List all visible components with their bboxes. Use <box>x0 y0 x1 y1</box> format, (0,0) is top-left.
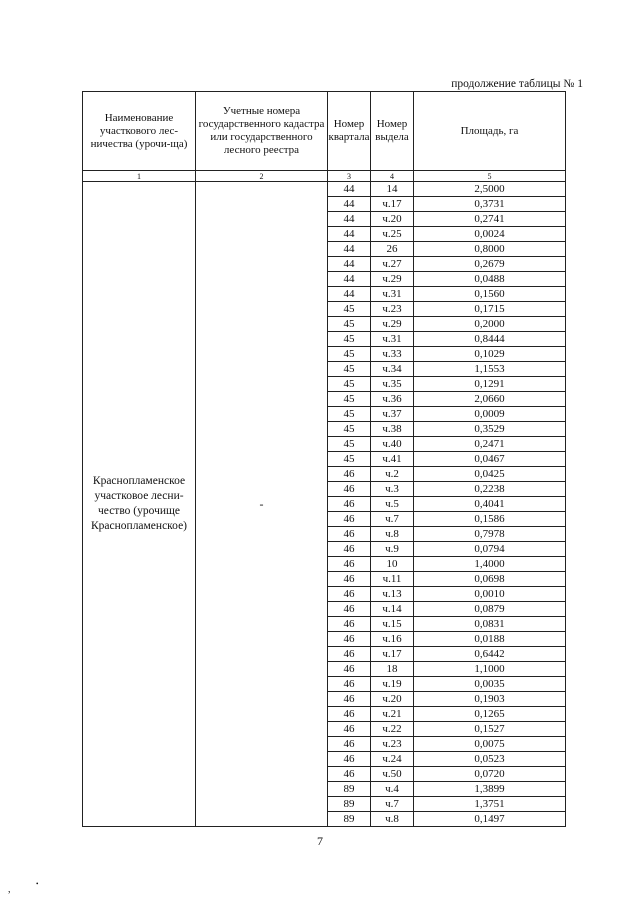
area-cell: 0,0010 <box>414 587 566 602</box>
column-number: 2 <box>196 171 328 182</box>
area-cell: 1,1553 <box>414 362 566 377</box>
kvartal-cell: 46 <box>328 467 371 482</box>
vydel-cell: ч.9 <box>371 542 414 557</box>
vydel-cell: ч.36 <box>371 392 414 407</box>
kvartal-cell: 45 <box>328 302 371 317</box>
kvartal-cell: 46 <box>328 692 371 707</box>
kvartal-cell: 46 <box>328 632 371 647</box>
vydel-cell: ч.8 <box>371 812 414 827</box>
vydel-cell: ч.37 <box>371 407 414 422</box>
kvartal-cell: 46 <box>328 707 371 722</box>
area-cell: 1,3751 <box>414 797 566 812</box>
vydel-cell: ч.24 <box>371 752 414 767</box>
area-cell: 0,1527 <box>414 722 566 737</box>
vydel-cell: ч.16 <box>371 632 414 647</box>
vydel-cell: ч.31 <box>371 287 414 302</box>
area-cell: 0,8444 <box>414 332 566 347</box>
area-cell: 0,6442 <box>414 647 566 662</box>
kvartal-cell: 46 <box>328 497 371 512</box>
vydel-cell: 18 <box>371 662 414 677</box>
vydel-cell: ч.27 <box>371 257 414 272</box>
vydel-cell: ч.25 <box>371 227 414 242</box>
vydel-cell: ч.23 <box>371 737 414 752</box>
area-cell: 0,4041 <box>414 497 566 512</box>
kvartal-cell: 44 <box>328 257 371 272</box>
area-cell: 0,0698 <box>414 572 566 587</box>
area-cell: 0,0523 <box>414 752 566 767</box>
vydel-cell: 26 <box>371 242 414 257</box>
area-cell: 0,1291 <box>414 377 566 392</box>
vydel-cell: ч.2 <box>371 467 414 482</box>
vydel-cell: ч.40 <box>371 437 414 452</box>
area-cell: 0,8000 <box>414 242 566 257</box>
area-cell: 0,0831 <box>414 617 566 632</box>
kvartal-cell: 46 <box>328 527 371 542</box>
kvartal-cell: 45 <box>328 332 371 347</box>
kvartal-cell: 46 <box>328 602 371 617</box>
vydel-cell: ч.34 <box>371 362 414 377</box>
vydel-cell: ч.50 <box>371 767 414 782</box>
forest-plots-table <box>82 91 566 827</box>
area-cell: 1,4000 <box>414 557 566 572</box>
vydel-cell: ч.8 <box>371 527 414 542</box>
column-number: 4 <box>371 171 414 182</box>
area-cell: 0,1560 <box>414 287 566 302</box>
vydel-cell: ч.29 <box>371 317 414 332</box>
header-forestry-name: Наименование участкового лес-ничества (урочи-ща) <box>83 92 196 171</box>
vydel-cell: ч.35 <box>371 377 414 392</box>
column-number: 1 <box>83 171 196 182</box>
area-cell: 0,7978 <box>414 527 566 542</box>
vydel-cell: ч.23 <box>371 302 414 317</box>
area-cell: 2,0660 <box>414 392 566 407</box>
kvartal-cell: 46 <box>328 767 371 782</box>
kvartal-cell: 45 <box>328 377 371 392</box>
kvartal-cell: 46 <box>328 542 371 557</box>
kvartal-cell: 46 <box>328 557 371 572</box>
vydel-cell: ч.19 <box>371 677 414 692</box>
area-cell: 0,0720 <box>414 767 566 782</box>
kvartal-cell: 44 <box>328 272 371 287</box>
area-cell: 0,0425 <box>414 467 566 482</box>
area-cell: 0,1497 <box>414 812 566 827</box>
vydel-cell: ч.13 <box>371 587 414 602</box>
header-area: Площадь, га <box>414 92 566 171</box>
area-cell: 0,0467 <box>414 452 566 467</box>
registry-number-cell: - <box>196 182 328 827</box>
kvartal-cell: 46 <box>328 737 371 752</box>
kvartal-cell: 45 <box>328 362 371 377</box>
area-cell: 0,0879 <box>414 602 566 617</box>
vydel-cell: ч.20 <box>371 692 414 707</box>
kvartal-cell: 89 <box>328 797 371 812</box>
vydel-cell: ч.41 <box>371 452 414 467</box>
kvartal-cell: 44 <box>328 227 371 242</box>
kvartal-cell: 89 <box>328 812 371 827</box>
kvartal-cell: 45 <box>328 317 371 332</box>
vydel-cell: ч.3 <box>371 482 414 497</box>
area-cell: 0,3529 <box>414 422 566 437</box>
kvartal-cell: 46 <box>328 752 371 767</box>
kvartal-cell: 44 <box>328 287 371 302</box>
table-continuation-caption: продолжение таблицы № 1 <box>451 78 583 90</box>
column-number: 5 <box>414 171 566 182</box>
scan-mark: , <box>8 884 11 895</box>
kvartal-cell: 46 <box>328 677 371 692</box>
kvartal-cell: 46 <box>328 662 371 677</box>
area-cell: 1,1000 <box>414 662 566 677</box>
kvartal-cell: 46 <box>328 647 371 662</box>
vydel-cell: ч.31 <box>371 332 414 347</box>
vydel-cell: ч.21 <box>371 707 414 722</box>
vydel-cell: ч.17 <box>371 197 414 212</box>
area-cell: 0,0488 <box>414 272 566 287</box>
header-vydel-number: Номер выдела <box>371 92 414 171</box>
kvartal-cell: 46 <box>328 587 371 602</box>
kvartal-cell: 45 <box>328 422 371 437</box>
area-cell: 0,0024 <box>414 227 566 242</box>
kvartal-cell: 46 <box>328 617 371 632</box>
page-number: 7 <box>317 834 323 848</box>
vydel-cell: ч.15 <box>371 617 414 632</box>
vydel-cell: ч.7 <box>371 512 414 527</box>
kvartal-cell: 45 <box>328 437 371 452</box>
table-row <box>83 182 566 197</box>
area-cell: 0,2238 <box>414 482 566 497</box>
vydel-cell: 10 <box>371 557 414 572</box>
scan-mark: • <box>36 880 39 888</box>
kvartal-cell: 89 <box>328 782 371 797</box>
area-cell: 0,1029 <box>414 347 566 362</box>
area-cell: 0,0075 <box>414 737 566 752</box>
kvartal-cell: 45 <box>328 347 371 362</box>
area-cell: 0,2000 <box>414 317 566 332</box>
kvartal-cell: 45 <box>328 407 371 422</box>
column-number: 3 <box>328 171 371 182</box>
vydel-cell: ч.7 <box>371 797 414 812</box>
area-cell: 0,2471 <box>414 437 566 452</box>
kvartal-cell: 44 <box>328 212 371 227</box>
kvartal-cell: 46 <box>328 482 371 497</box>
header-registry-numbers: Учетные номера государственного кадастра или государственного лесного реестра <box>196 92 328 171</box>
kvartal-cell: 46 <box>328 722 371 737</box>
area-cell: 0,3731 <box>414 197 566 212</box>
vydel-cell: ч.38 <box>371 422 414 437</box>
area-cell: 0,2679 <box>414 257 566 272</box>
header-kvartal-number: Номер квартала <box>328 92 371 171</box>
vydel-cell: ч.14 <box>371 602 414 617</box>
area-cell: 1,3899 <box>414 782 566 797</box>
kvartal-cell: 46 <box>328 512 371 527</box>
kvartal-cell: 44 <box>328 197 371 212</box>
vydel-cell: ч.5 <box>371 497 414 512</box>
vydel-cell: ч.11 <box>371 572 414 587</box>
area-cell: 0,2741 <box>414 212 566 227</box>
vydel-cell: ч.22 <box>371 722 414 737</box>
vydel-cell: ч.4 <box>371 782 414 797</box>
kvartal-cell: 45 <box>328 392 371 407</box>
area-cell: 0,1715 <box>414 302 566 317</box>
kvartal-cell: 44 <box>328 242 371 257</box>
kvartal-cell: 44 <box>328 182 371 197</box>
vydel-cell: ч.29 <box>371 272 414 287</box>
area-cell: 2,5000 <box>414 182 566 197</box>
area-cell: 0,0188 <box>414 632 566 647</box>
vydel-cell: 14 <box>371 182 414 197</box>
area-cell: 0,1586 <box>414 512 566 527</box>
area-cell: 0,0009 <box>414 407 566 422</box>
area-cell: 0,1903 <box>414 692 566 707</box>
area-cell: 0,1265 <box>414 707 566 722</box>
forestry-name-cell: Краснопламенское участковое лесни-чество (урочище Краснопламенское) <box>83 182 196 827</box>
area-cell: 0,0035 <box>414 677 566 692</box>
vydel-cell: ч.17 <box>371 647 414 662</box>
vydel-cell: ч.20 <box>371 212 414 227</box>
kvartal-cell: 45 <box>328 452 371 467</box>
vydel-cell: ч.33 <box>371 347 414 362</box>
area-cell: 0,0794 <box>414 542 566 557</box>
kvartal-cell: 46 <box>328 572 371 587</box>
